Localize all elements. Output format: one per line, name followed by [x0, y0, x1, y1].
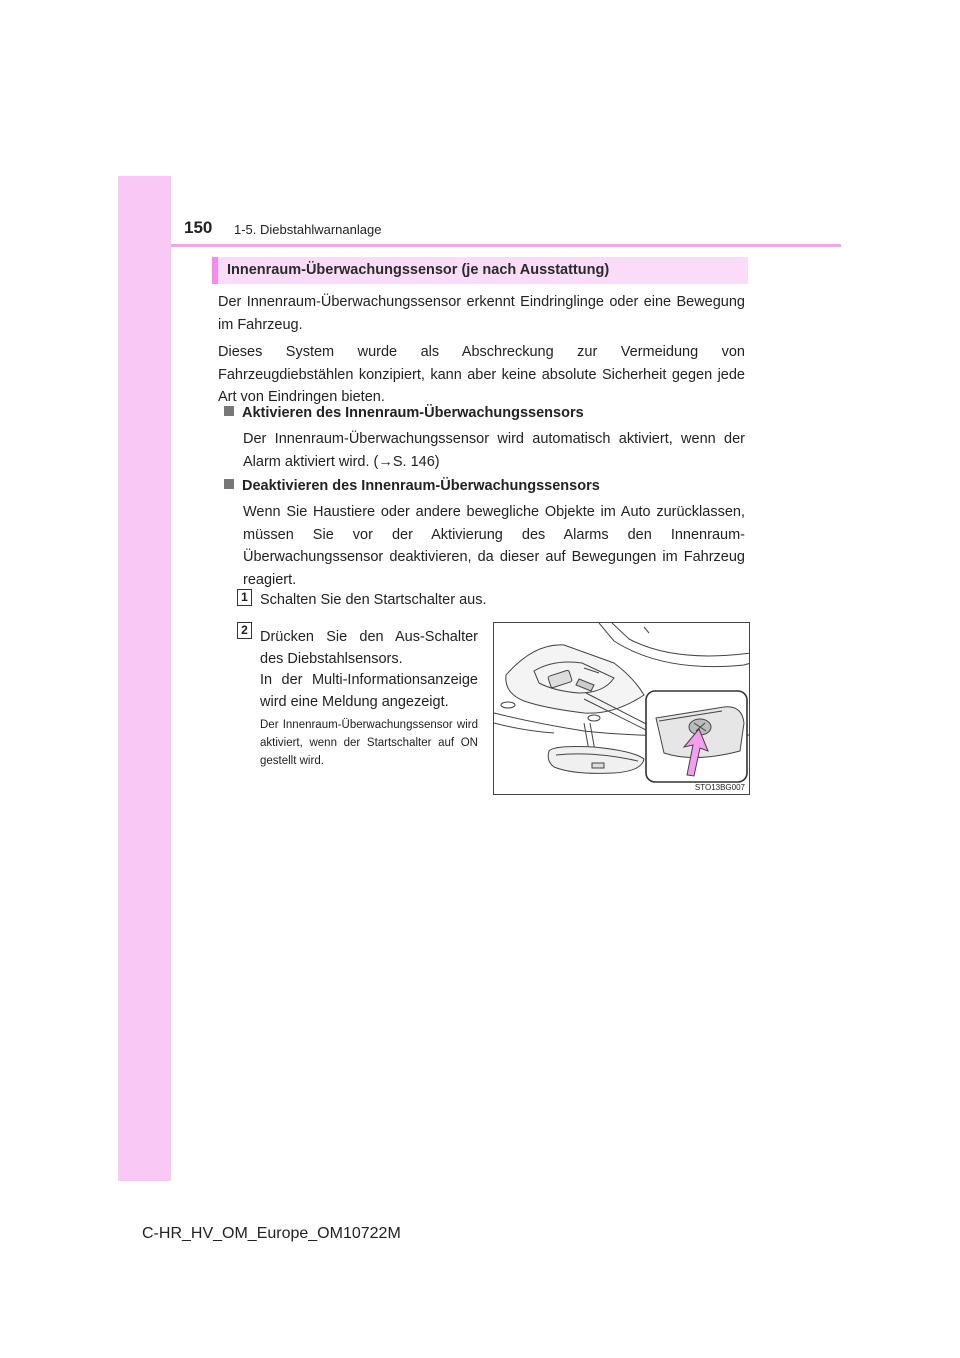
chapter-sidebar-tab [118, 176, 171, 1181]
page-number: 150 [184, 218, 213, 237]
step-1-text: Schalten Sie den Startschalter aus. [260, 592, 487, 608]
deactivate-paragraph: Wenn Sie Haustiere oder andere bewegliche Objekte im Auto zurücklassen, müssen Sie vor der Aktivierung des Alarms den Innenraum-Überwachungssensor deaktivieren, da dieser auf Bewegungen im Fahrzeug reagiert. [243, 504, 745, 588]
activate-heading-text: Aktivieren des Innenraum-Überwachungssensors [242, 405, 584, 421]
intro-paragraph-1: Der Innenraum-Überwachungssensor erkennt Eindringlinge oder eine Bewegung im Fahrzeug. [218, 294, 745, 333]
overhead-console-illustration [493, 622, 750, 795]
step-2-line-1: Drücken Sie den Aus-Schalter [260, 629, 478, 645]
step-2-line-3: In der Multi-Informationsanzeige [260, 672, 478, 688]
deactivate-heading-text: Deaktivieren des Innenraum-Überwachungssensors [242, 478, 600, 494]
activate-paragraph: Der Innenraum-Überwachungssensor wird automatisch aktiviert, wenn der Alarm aktiviert wird. (→S. 146) [243, 431, 745, 470]
topic-heading-box [212, 257, 748, 284]
figure-code: STO13BG007 [694, 783, 745, 792]
overhead-console-drawing [494, 623, 750, 795]
step-2-text [260, 627, 478, 713]
bullet-square-icon [224, 406, 234, 416]
step-2-line-4: wird eine Meldung angezeigt. [260, 693, 449, 710]
step-2-badge: 2 [237, 622, 252, 639]
step-1-badge: 1 [237, 589, 252, 606]
topic-title: Innenraum-Überwachungssensor (je nach Ausstattung) [227, 262, 610, 278]
activate-heading [224, 403, 584, 423]
step-2-line-2: des Diebstahlsensors. [260, 650, 403, 667]
bullet-square-icon [224, 479, 234, 489]
section-title: 1-5. Diebstahlwarnanlage [234, 222, 382, 237]
header-rule [171, 244, 841, 247]
step-2-note: Der Innenraum-Überwachungssensor wird aktiviert, wenn der Startschalter auf ON gestellt wird. [260, 719, 478, 767]
footer-document-code: C-HR_HV_OM_Europe_OM10722M [142, 1225, 401, 1242]
intro-paragraph-2: Dieses System wurde als Abschreckung zur Vermeidung von Fahrzeugdiebstählen konzipiert, kann aber keine absolute Sicherheit gegen jede Art von Eindringen bieten. [218, 344, 745, 405]
deactivate-heading [224, 476, 600, 496]
